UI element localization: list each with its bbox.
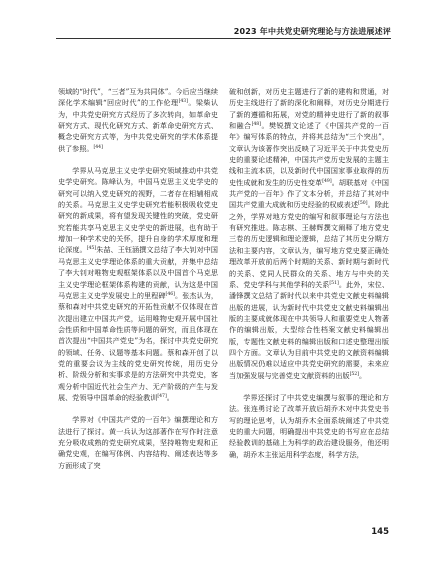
- paragraph-gap: [58, 154, 218, 165]
- citation-marker: [50]: [358, 201, 368, 207]
- running-header: 2023 年中共党史研究理论与方法进展述评: [233, 27, 391, 36]
- citation-marker: [52]: [349, 371, 360, 377]
- body-paragraph: [58, 414, 218, 471]
- citation-marker: [46]: [165, 291, 175, 297]
- paragraph-text: 领域的“时代”，“三者”互为共同体”。今后应当继续深化学术编辑“回应时代”的工作伦理: [58, 87, 218, 108]
- citation-marker: [44]: [93, 144, 103, 150]
- paragraph-text: 学界从马克思主义史学史研究领域推动中共党史学史研究。陈峰认为，中国马克思主义史学史的研究可以纳入党史研究的视野，二者存在相辅相成的关系。马克思主义史学史研究若能积极吸收党史研究的新成果，将有望发现关键性的突破，党史研究若能共享马克思主义史学史的新进展，也有助于增加一种学术史的关怀，提升自身的学术厚度和理论深度。: [58, 166, 218, 255]
- paragraph-text: 。梁柴认为，中共党史研究方式经历了多次转向，如革命史研究方式、现代化研究方式、新革命史研究方式、概念史研究方式等，为中共党史研究的学术体系提供了参照。: [58, 98, 218, 153]
- citation-marker: [45]: [86, 246, 97, 252]
- paragraph-text: 。樊锐撰文论述了《中国共产党的一百年》编写体系的特点，并将其总结为“三个突出”，文章认为该著作突出反映了习近平关于中共党史历史的重要论述精神，中国共产党历史发展的主题主线和主流本质，以及新时代中国国家事业取得的历史性成就和发生的历史性变革: [229, 121, 389, 187]
- body-paragraph: [58, 165, 218, 403]
- body-paragraph: [58, 86, 218, 154]
- citation-marker: [47]: [157, 393, 167, 399]
- paragraph-gap: [58, 403, 218, 414]
- paragraph-text: 学界对《中国共产党的一百年》编撰理论和方法进行了探讨。黄一兵认为这部著作在写作时注意充分吸收成熟的党史研究成果，坚持唯物史观和正确党史观，在编写体例、内容结构、阐述表达等多方面形成了突: [58, 415, 218, 470]
- paragraph-text: 。: [359, 370, 367, 380]
- body-paragraph: [229, 86, 389, 381]
- body-paragraph: [229, 392, 389, 460]
- right-column: [229, 86, 389, 526]
- page-number: 145: [371, 527, 389, 537]
- paragraph-text: 。胡联基对《中国共产党的一百年》作了文本分析，并总结了其对中国共产党重大成就和历史经验的权威表述: [229, 177, 389, 210]
- paragraph-text: 。除此之外，学界对地方党史的编写和叙事理论与方法也有研究推进。陈志棋、王赫辉撰文阐释了地方党史三卷的历史逻辑和理论逻辑，总结了其历史分期方法和主要内容，文章认为，编写地方党史要正确处理改革开放前后两个时期的关系、新时期与新时代的关系、党同人民群众的关系、地方与中央的关系、党史学科与其他学科的关系: [229, 200, 389, 289]
- paragraph-text: 。: [166, 392, 174, 402]
- citation-marker: [49]: [322, 178, 332, 184]
- citation-marker: [43]: [178, 99, 188, 105]
- citation-marker: [48]: [251, 122, 262, 128]
- paragraph-text: 朱喆、王钰涵撰文总结了李大钊对中国马克思主义史学理论体系的重大贡献，并集中总结了李大钊对唯物史观框架体系以及中国首个马克思主义史学理论框架体系构建的贡献，认为这是中国马克思主义史学发展史上的里程碑: [58, 245, 218, 300]
- paragraph-gap: [229, 381, 389, 392]
- paragraph-text: 。张杰认为，蔡和森对中共党史研究的开拓性贡献不仅体现在首次提出建立中国共产党，运用唯物史观开展中国社会性质和中国革命性质等问题的研究，而且体现在首次提出“中国共产党史”为名，探讨中共党史研究的领域、任务、议题等基本问题。蔡和森开创了以党的重要会议为主线的党史研究传统，用历史分析、阶级分析和实事求是的方法研究中共党史，客观分析中国近代社会生产力、无产阶级的产生与发展、党领导中国革命的经验教训: [58, 290, 218, 402]
- header-rule: [56, 38, 391, 39]
- citation-marker: [51]: [329, 280, 339, 286]
- left-column: [58, 86, 218, 526]
- paragraph-text: 破和创新，对历史主题进行了新的建构和贯通，对历史主线进行了新的深化和阐释，对历史分期进行了新的遵循和拓展，对党的精神史进行了新的叙事和融合: [229, 87, 389, 131]
- paragraph-text: 。此外，宋位、潘锋撰文总结了新时代以来中共党史文献史料编辑出版的进展，认为新时代中共党史文献史料编辑出版的主要成就体现在中共领导人和重要党史人物著作的编辑出版，大型综合性档案文献史料编辑出版，专题性文献史料的编辑出版和口述史整理出版四个方面。文章认为目前中共党史的文献资料编辑出版情况仍难以适应中共党史研究的需要，未来应当加强发展与完善党史文献资料的出版: [229, 279, 389, 380]
- paragraph-text: 学界还探讨了中共党史编撰与叙事的理论和方法。张连勇讨论了改革开放后胡乔木对中共党史书写的理论思考，认为胡乔木全面系统阐述了中共党史的重大问题，明确提出中共党史的书写应在总结经验教训的基础上为科学的政治建设服务，他还明确，胡乔木主张运用科学态度，科学方法，: [229, 392, 389, 459]
